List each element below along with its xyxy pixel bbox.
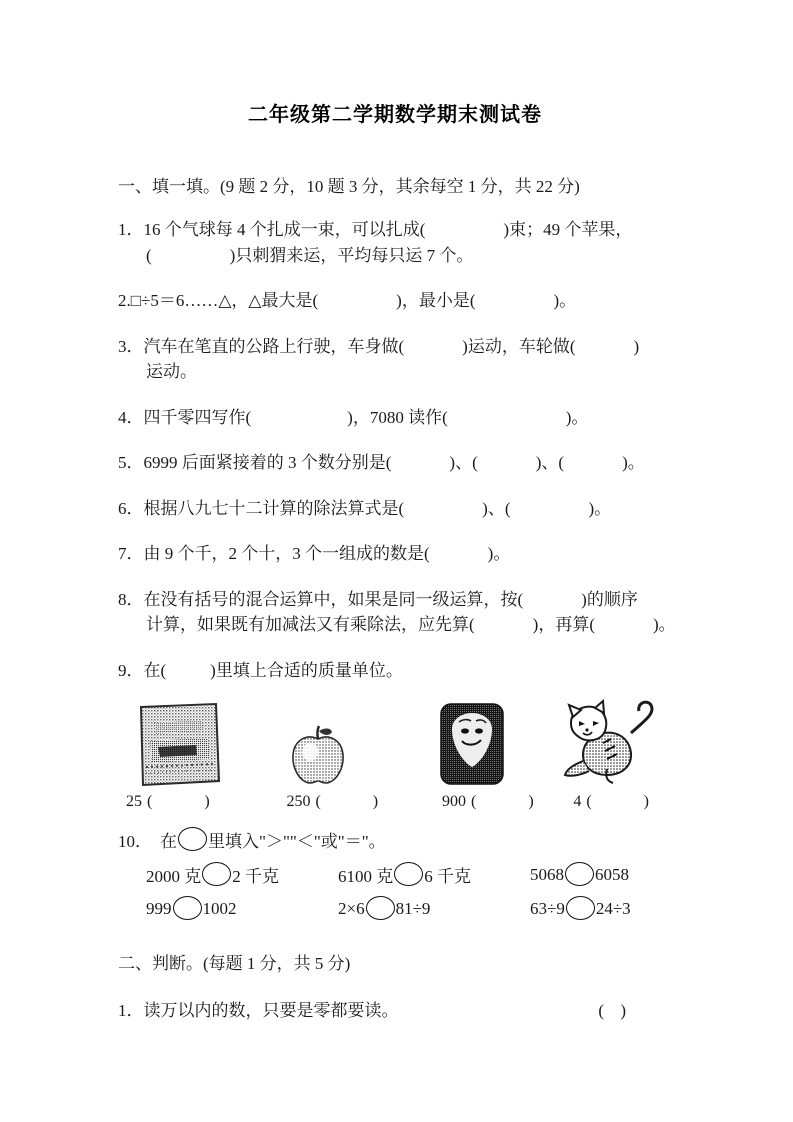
question-9-item-2 [286, 723, 438, 789]
question-4-text-a: 四千零四写作( [143, 407, 252, 427]
question-6-number: 6． [118, 498, 144, 518]
comparison-pair-5 [338, 897, 530, 921]
question-10-comparison-grid [118, 862, 690, 921]
question-8-text-e: )。 [653, 615, 676, 634]
question-10-row-1 [146, 862, 690, 887]
question-9-paren-close-2: ) [372, 793, 379, 810]
question-10-text-b: 里填入"＞""＜"或"＝"。 [208, 832, 386, 851]
question-9-item-3 [438, 701, 558, 789]
question-3-text-b: )运动，车轮做( [462, 336, 576, 356]
question-2-text-c: )。 [553, 291, 577, 310]
comparison-right-1: 2 千克 [232, 867, 279, 886]
comparison-right-6: 24÷3 [595, 899, 631, 918]
question-9 [118, 658, 690, 684]
question-7 [118, 541, 690, 567]
question-1-number: 1． [118, 220, 144, 239]
question-9-paren-close-1: ) [204, 793, 210, 810]
comparison-right-4: 1002 [202, 899, 237, 918]
question-2-number: 2. [118, 291, 131, 310]
question-7-number: 7． [118, 544, 144, 563]
page-title: 二年级第二学期数学期末测试卷 [248, 104, 542, 126]
comparison-left-1: 2000 克 [146, 867, 202, 886]
question-5-number: 5． [118, 453, 144, 472]
question-4 [118, 405, 690, 431]
comparison-left-6: 63÷9 [530, 899, 565, 918]
question-5-text-d: )。 [622, 453, 645, 472]
comparison-right-5: 81÷9 [395, 899, 431, 918]
question-1-line-1 [118, 217, 690, 243]
comparison-pair-6 [530, 897, 690, 921]
question-9-value-3: 900 [442, 793, 467, 810]
question-4-line-1 [118, 405, 690, 431]
question-6 [118, 496, 690, 522]
question-7-text-b: )。 [487, 544, 511, 563]
comparison-right-3: 6058 [595, 864, 629, 884]
question-8-text-b: )的顺序 [581, 589, 638, 609]
question-8 [118, 587, 690, 638]
question-8-text-a: 在没有括号的混合运算中，如果是同一级运算，按( [143, 589, 524, 609]
kitten-drawing [559, 699, 663, 789]
question-3-text-d: 运动。 [146, 362, 197, 381]
question-2-text-a: □÷5＝6……△，△最大是( [130, 291, 319, 310]
question-9-label-2 [286, 793, 442, 811]
comparison-right-2: 6 千克 [424, 867, 471, 886]
question-9-text-a: 在( [143, 660, 167, 680]
question-9-line-1 [118, 658, 690, 684]
question-5-line-1 [118, 450, 690, 476]
question-2 [118, 288, 690, 314]
question-3-text-c: ) [633, 336, 640, 356]
question-9-item-1 [136, 701, 286, 789]
question-3-text-a: 汽车在笔直的公路上行驶，车身做( [143, 336, 405, 356]
comparison-pair-1 [146, 862, 338, 887]
question-9-paren-open-4: ( [586, 793, 592, 810]
comparison-left-3: 5068 [530, 864, 564, 884]
comparison-pair-3 [530, 863, 690, 887]
comparison-pair-4 [146, 897, 338, 921]
question-4-number: 4． [118, 407, 144, 427]
question-3 [118, 334, 690, 385]
judgment-question-1-text [118, 996, 399, 1021]
comparison-circle-icon[interactable] [566, 896, 595, 920]
comparison-circle-icon[interactable] [173, 896, 202, 920]
question-2-line-1 [118, 288, 690, 314]
comparison-circle-icon[interactable] [366, 896, 395, 920]
question-9-value-4: 4 [573, 793, 582, 810]
question-9-picture-row [118, 697, 690, 789]
comparison-pair-2 [338, 862, 530, 887]
textbook-stack-photo [136, 701, 222, 789]
comparison-circle-icon[interactable] [178, 827, 207, 851]
question-9-paren-open-2: ( [315, 793, 321, 810]
question-10-instruction [118, 827, 690, 852]
question-9-label-row [118, 793, 690, 811]
question-6-text-b: )、( [482, 498, 511, 518]
judgment-answer-box-1[interactable]: ( ) [598, 1001, 632, 1020]
question-9-paren-close-3: ) [528, 793, 534, 810]
question-9-paren-open-1: ( [147, 793, 153, 810]
apple-photo [286, 723, 350, 789]
question-1 [118, 217, 690, 268]
question-1-text-d: )只刺猬来运，平均每只运 7 个。 [229, 245, 474, 265]
question-9-label-3 [442, 793, 573, 811]
question-9-paren-open-3: ( [471, 793, 477, 810]
question-3-number: 3． [118, 336, 144, 356]
comparison-circle-icon[interactable] [565, 862, 594, 886]
question-3-line-1 [118, 334, 690, 360]
comparison-circle-icon[interactable] [394, 862, 423, 886]
question-1-text-a: 16 个气球每 4 个扎成一束，可以扎成( [143, 220, 426, 239]
question-1-line-2 [118, 243, 690, 269]
comparison-circle-icon[interactable] [202, 862, 231, 886]
question-9-text-b: )里填上合适的质量单位。 [210, 660, 403, 680]
question-5 [118, 450, 690, 476]
question-10 [118, 827, 690, 921]
question-1-text-b: )束；49 个苹果， [503, 220, 633, 239]
question-5-text-a: 6999 后面紧接着的 3 个数分别是( [143, 453, 392, 472]
question-6-text-a: 根据八九七十二计算的除法算式是( [143, 498, 405, 518]
question-2-text-b: )，最小是( [396, 291, 476, 310]
question-8-text-d: )，再算( [532, 615, 595, 634]
comparison-left-2: 6100 克 [338, 867, 394, 886]
question-3-line-2 [118, 359, 690, 385]
question-8-line-2 [118, 612, 690, 638]
comparison-left-4: 999 [146, 899, 172, 918]
question-4-text-c: )。 [565, 407, 589, 427]
question-9-label-4 [573, 793, 690, 811]
question-10-number: 10． [118, 832, 152, 851]
question-9-paren-close-4: ) [643, 793, 649, 810]
question-10-text-a: 在 [160, 832, 177, 851]
judgment-question-1 [118, 996, 690, 1021]
question-6-line-1 [118, 496, 690, 522]
question-9-item-4 [559, 699, 690, 789]
question-10-row-2 [146, 897, 690, 921]
section-heading-fill-in: 一、填一填。(9 题 2 分，10 题 3 分，其余每空 1 分，共 22 分) [118, 177, 580, 196]
section-heading-true-false: 二、判断。(每题 1 分，共 5 分) [118, 954, 351, 973]
judgment-question-1-body: 读万以内的数，只要是零都要读。 [143, 1001, 399, 1020]
baby-photo [438, 701, 506, 789]
question-1-text-c: ( [146, 245, 152, 265]
question-6-text-c: )。 [588, 498, 612, 518]
question-9-value-2: 250 [286, 793, 311, 810]
question-9-number: 9． [118, 660, 144, 680]
question-9-value-1: 25 [126, 793, 142, 810]
question-7-line-1 [118, 541, 690, 567]
question-5-text-b: )、( [449, 453, 478, 472]
question-8-line-1 [118, 587, 690, 613]
question-8-number: 8． [118, 589, 144, 609]
comparison-left-5: 2×6 [338, 899, 365, 918]
question-7-text-a: 由 9 个千，2 个十，3 个一组成的数是( [143, 544, 430, 563]
question-9-label-1 [126, 793, 286, 811]
question-5-text-c: )、( [535, 453, 565, 472]
question-4-text-b: )，7080 读作( [347, 407, 448, 427]
judgment-question-1-number: 1． [118, 1001, 144, 1020]
question-8-text-c: 计算，如果既有加减法又有乘除法，应先算( [146, 615, 475, 634]
